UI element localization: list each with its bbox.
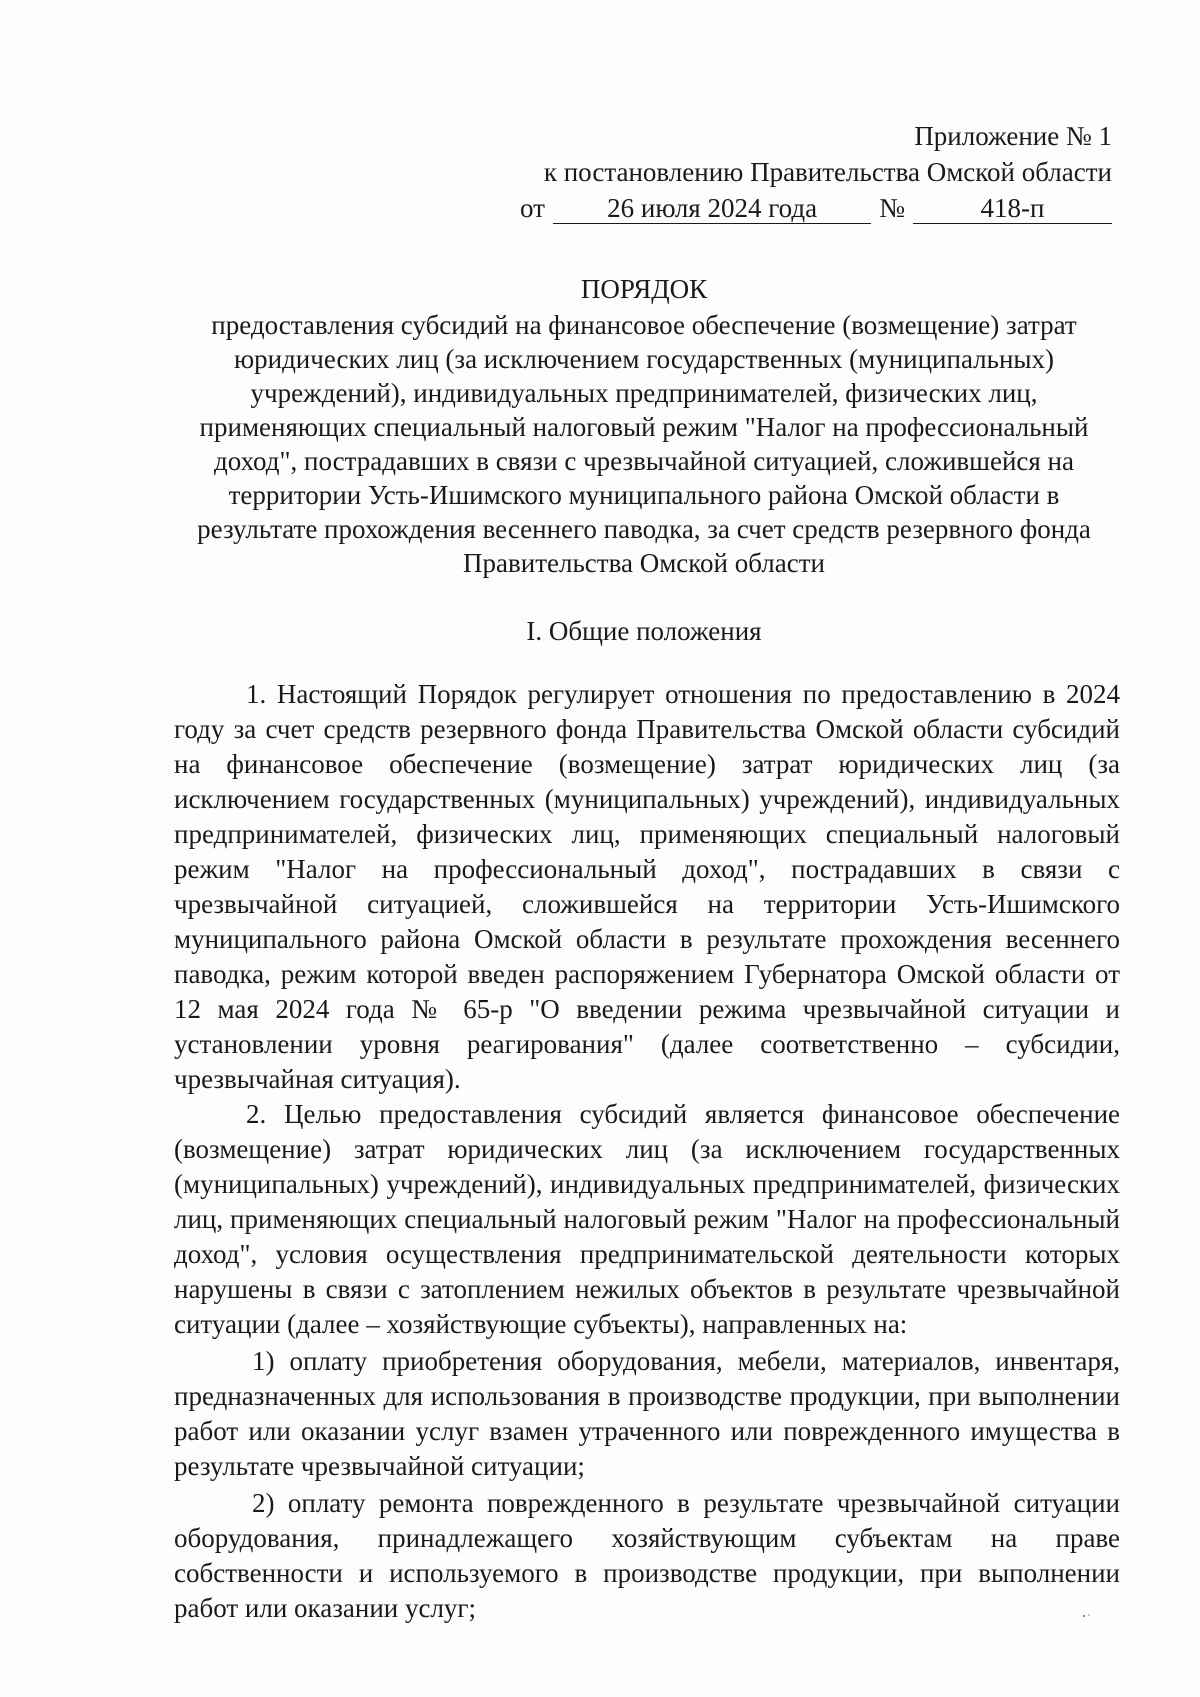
from-label: от <box>520 193 545 223</box>
resolution-number: 418-п <box>913 193 1112 224</box>
document-title <box>168 272 1120 580</box>
number-label: № <box>879 193 906 223</box>
paragraph-1: 1. Настоящий Порядок регулирует отношения по предоставлению в 2024 году за счет средств резервного фонда Правительства Омской области субсидий на финансовое обеспечение (возмещение) затрат юридических лиц (за исключением государственных (муниципальных) учреждений), индивидуальных предпринимателей, физических лиц, применяющих специальный налоговый режим "Налог на профессиональный доход", пострадавших в связи с чрезвычайной ситуацией, сложившейся на территории Усть-Ишимского муниципального района Омской области в результате прохождения весеннего паводка, режим которой введен распоряжением Губернатора Омской области от 12 мая 2024 года № 65-р "О введении режима чрезвычайной ситуации и установлении уровня реагирования" (далее соответственно – субсидии, чрезвычайная ситуация). <box>174 679 1120 1094</box>
attachment-reference: к постановлению Правительства Омской области <box>543 157 1112 187</box>
list-item-1: 1) оплату приобретения оборудования, мебели, материалов, инвентаря, предназначенных для использования в производстве продукции, при выполнении работ или оказании услуг взамен утраченного или поврежденного имущества в результате чрезвычайной ситуации; <box>174 1346 1120 1481</box>
attachment-date-line <box>520 190 1112 226</box>
document-body <box>174 677 1120 1626</box>
title-heading: ПОРЯДОК <box>580 274 708 304</box>
title-subtitle: предоставления субсидий на финансовое обеспечение (возмещение) затрат юридических лиц (за исключением государственных (муниципальных) учреждений), индивидуальных предпринимателей, физических лиц, применяющих специальный налоговый режим "Налог на профессиональный доход", пострадавших в связи с чрезвычайной ситуацией, сложившейся на территории Усть-Ишимского муниципального района Омской области в результате прохождения весеннего паводка, за счет средств резервного фонда Правительства Омской области <box>197 310 1091 578</box>
list-item-2: 2) оплату ремонта поврежденного в результате чрезвычайной ситуации оборудования, принадлежащего хозяйствующим субъектам на праве собственности и используемого в производстве продукции, при выполнении работ или оказании услуг; <box>174 1488 1120 1623</box>
scan-dot-mark <box>1082 1608 1092 1616</box>
paragraph-2: 2. Целью предоставления субсидий является финансовое обеспечение (возмещение) затрат юридических лиц (за исключением государственных (муниципальных) учреждений), индивидуальных предпринимателей, физических лиц, применяющих специальный налоговый режим "Налог на профессиональный доход", условия осуществления предпринимательской деятельности которых нарушены в связи с затоплением нежилых объектов в результате чрезвычайной ситуации (далее – хозяйствующие субъекты), направленных на: <box>174 1099 1120 1339</box>
resolution-date: 26 июля 2024 года <box>553 193 871 224</box>
attachment-number: Приложение № 1 <box>914 121 1112 151</box>
section-title: I. Общие положения <box>526 616 762 646</box>
attachment-header <box>520 118 1112 226</box>
